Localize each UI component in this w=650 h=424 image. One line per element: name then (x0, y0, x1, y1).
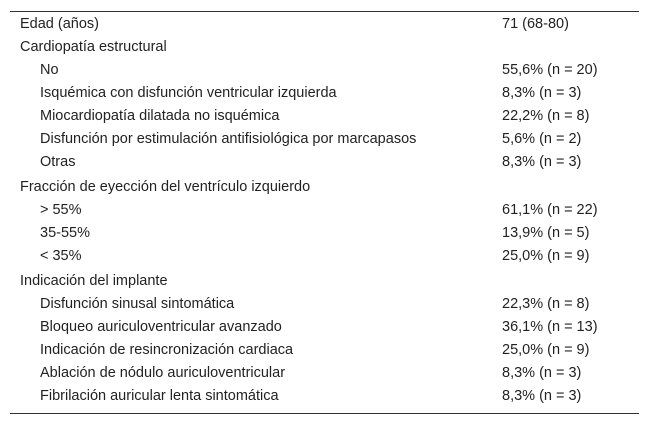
row-label: Disfunción por estimulación antifisiológica por marcapasos (40, 131, 417, 147)
table-row (10, 316, 639, 339)
table-row (10, 199, 639, 222)
section-row-implant-indication (10, 270, 639, 293)
section-label: Indicación del implante (20, 273, 168, 289)
row-value: 13,9% (n = 5) (502, 225, 590, 241)
row-label: Ablación de nódulo auriculoventricular (40, 365, 286, 381)
table-row-age (10, 13, 639, 36)
row-value: 22,2% (n = 8) (502, 108, 590, 124)
row-value: 71 (68-80) (502, 16, 569, 32)
row-value: 8,3% (n = 3) (502, 154, 582, 170)
data-table (10, 11, 639, 414)
row-value: 25,0% (n = 9) (502, 342, 590, 358)
section-row-structural-heart-disease (10, 36, 639, 59)
row-label: Edad (años) (20, 16, 99, 32)
table-body (10, 12, 639, 408)
row-label: Otras (40, 154, 76, 170)
table-row (10, 293, 639, 316)
row-label: No (40, 62, 59, 78)
row-label: 35-55% (40, 225, 90, 241)
table-row (10, 59, 639, 82)
table-row (10, 151, 639, 174)
row-value: 5,6% (n = 2) (502, 131, 582, 147)
row-label: Indicación de resincronización cardiaca (40, 342, 294, 358)
row-value: 8,3% (n = 3) (502, 85, 582, 101)
row-label: > 55% (40, 202, 82, 218)
table-row (10, 339, 639, 362)
row-value: 55,6% (n = 20) (502, 62, 598, 78)
row-value: 8,3% (n = 3) (502, 388, 582, 404)
table-row (10, 245, 639, 268)
row-label: Fibrilación auricular lenta sintomática (40, 388, 279, 404)
row-value: 22,3% (n = 8) (502, 296, 590, 312)
row-value: 25,0% (n = 9) (502, 248, 590, 264)
table-bottom-padding (10, 408, 639, 413)
table-row (10, 82, 639, 105)
row-label: Bloqueo auriculoventricular avanzado (40, 319, 282, 335)
row-value: 61,1% (n = 22) (502, 202, 598, 218)
table-row (10, 105, 639, 128)
table-row (10, 362, 639, 385)
row-value: 36,1% (n = 13) (502, 319, 598, 335)
table-row (10, 385, 639, 408)
section-label: Fracción de eyección del ventrículo izquierdo (20, 179, 311, 195)
row-label: Miocardiopatía dilatada no isquémica (40, 108, 280, 124)
table-row (10, 222, 639, 245)
section-label: Cardiopatía estructural (20, 39, 167, 55)
table-row (10, 128, 639, 151)
row-label: Disfunción sinusal sintomática (40, 296, 235, 312)
row-value: 8,3% (n = 3) (502, 365, 582, 381)
row-label: Isquémica con disfunción ventricular izquierda (40, 85, 337, 101)
row-label: < 35% (40, 248, 82, 264)
section-row-ejection-fraction (10, 176, 639, 199)
